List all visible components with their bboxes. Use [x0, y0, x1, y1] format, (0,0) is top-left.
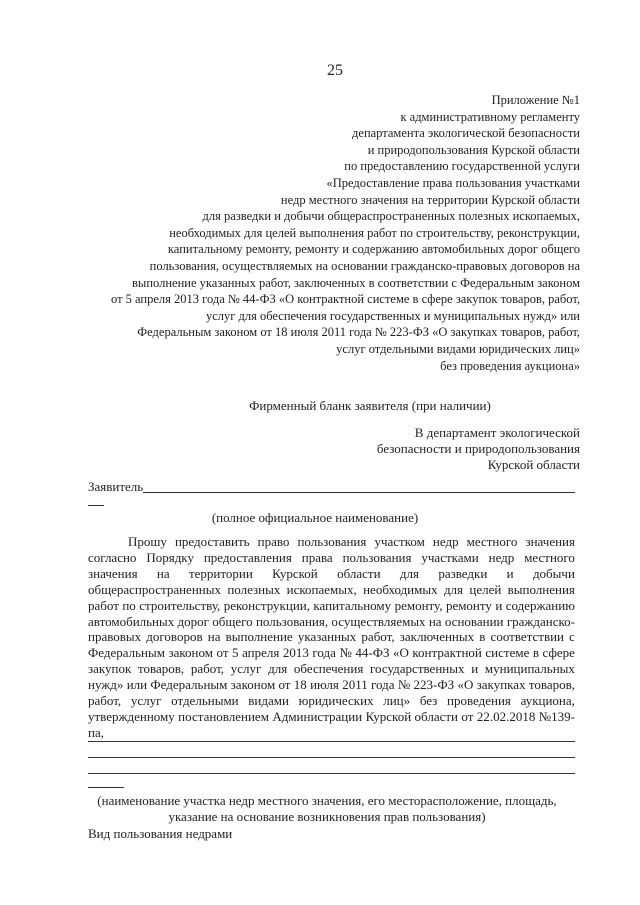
word: № — [397, 677, 411, 693]
usage-label: Вид пользования недрами — [88, 826, 233, 841]
word: правовых — [88, 629, 142, 645]
word: основании — [444, 613, 504, 629]
appendix-header — [40, 92, 580, 374]
appendix-line: и природопользования Курской области — [367, 142, 580, 157]
word: «О — [457, 677, 474, 693]
word: от — [278, 677, 291, 693]
recipient-block — [377, 425, 580, 474]
word: 22.02.2018 — [476, 708, 536, 724]
appendix-line: Приложение №1 — [491, 93, 580, 107]
word: предоставить — [174, 534, 250, 549]
word: для — [443, 581, 464, 597]
appendix-line: от 5 апреля 2013 года № 44-ФЗ «О контрактной системе в сфере закупок товаров, работ, — [110, 292, 580, 307]
word: и — [471, 661, 479, 677]
page-number: 25 — [327, 62, 343, 79]
appendix-line: услуг для обеспечения государственных и муниципальных нужд» или — [205, 308, 580, 323]
word: выполнение — [225, 629, 293, 645]
request-line — [88, 661, 575, 677]
word: гражданско- — [506, 613, 575, 629]
appendix-line: необходимых для целей выполнения работ по строительству, реконструкции, — [169, 225, 580, 240]
appendix-line: для разведки и добычи общераспространенных полезных ископаемых, — [202, 209, 580, 224]
word: системе — [485, 645, 530, 661]
word: реконструкции, — [223, 597, 310, 613]
word: проведения — [447, 693, 511, 709]
word: без — [419, 693, 438, 709]
word: законом — [168, 645, 213, 661]
word: пользования, — [255, 613, 329, 629]
word: права — [301, 549, 333, 565]
word: 44-ФЗ — [355, 645, 390, 661]
word: от — [461, 708, 474, 724]
subsoil-caption — [82, 793, 572, 825]
word: целей — [469, 581, 502, 597]
word: выполнения — [507, 581, 575, 597]
word: отдельными — [171, 693, 239, 709]
word: работ, — [361, 629, 395, 645]
request-line — [88, 566, 575, 582]
subsoil-short-line — [88, 787, 124, 788]
word: товаров, — [528, 677, 575, 693]
word: услуг — [230, 661, 262, 677]
applicant-name-line — [143, 492, 575, 493]
request-line — [88, 677, 575, 693]
word: или — [126, 677, 148, 693]
word: для — [399, 565, 419, 581]
word: на — [156, 565, 170, 581]
word: недр — [488, 549, 515, 565]
word: Порядку — [146, 549, 194, 565]
word: 2011 — [342, 677, 368, 693]
word: видами — [248, 693, 289, 709]
request-line: па, — [88, 724, 104, 740]
word: лиц» — [383, 693, 411, 709]
word: Курской — [272, 565, 318, 581]
word: разведки — [438, 565, 488, 581]
word: муниципальных — [484, 661, 575, 677]
request-line — [88, 582, 575, 598]
subsoil-caption-line: указание на основание возникновения прав пользования) — [168, 809, 486, 825]
word: июля — [310, 677, 339, 693]
appendix-line: недр местного значения на территории Курской области — [280, 192, 580, 207]
request-line — [88, 534, 575, 550]
word: 5 — [232, 645, 239, 661]
word: 2013 — [282, 645, 309, 661]
word: общего — [212, 613, 253, 629]
word: на — [428, 613, 442, 629]
word: «О — [393, 645, 409, 661]
word: пользования — [297, 534, 367, 549]
appendix-line: пользования, осуществляемых на основании гражданско-правовых договоров на — [149, 258, 580, 273]
subsoil-fill-line — [88, 757, 575, 758]
word: полезных — [227, 581, 281, 597]
word: работ, — [88, 693, 122, 709]
word: с — [569, 629, 575, 645]
word: Федеральным — [88, 645, 165, 661]
subsoil-caption-line: (наименование участка недр местного значения, его месторасположение, площадь, — [97, 793, 557, 808]
word: услуг — [130, 693, 162, 709]
word: пользования — [342, 549, 412, 565]
request-line — [88, 709, 575, 725]
word: участками — [421, 549, 479, 565]
recipient-line: В департамент экологической — [414, 425, 580, 440]
request-line — [88, 598, 575, 614]
word: закупках — [476, 677, 526, 693]
word: Администрации — [272, 708, 363, 724]
appendix-line: услуг отдельными видами юридических лиц» — [336, 341, 580, 356]
word: ремонту, — [394, 597, 443, 613]
appendix-line: департамента экологической безопасности — [352, 126, 580, 141]
word: утвержденному — [88, 708, 175, 724]
word: товаров, — [138, 661, 185, 677]
applicant-dash — [88, 505, 104, 506]
word: предоставления — [203, 549, 292, 565]
word: ремонту — [445, 597, 492, 613]
word: 18 — [293, 677, 307, 693]
subsoil-fill-line — [88, 773, 575, 774]
word: недр — [432, 534, 459, 549]
word: года — [312, 645, 336, 661]
applicant-label: Заявитель — [88, 479, 144, 494]
word: соответствии — [490, 629, 565, 645]
word: добычи — [532, 565, 575, 581]
word: постановлением — [178, 708, 269, 724]
word: согласно — [88, 549, 137, 565]
word: для — [268, 661, 288, 677]
word: строительству, — [139, 597, 221, 613]
word: осуществляемых — [331, 613, 426, 629]
word: Федеральным — [150, 677, 228, 693]
word: обеспечения — [293, 661, 364, 677]
recipient-line: Курской области — [487, 457, 580, 473]
recipient-line: безопасности и природопользования — [376, 441, 580, 457]
word: ископаемых, — [286, 581, 357, 597]
appendix-line: к административному регламенту — [400, 109, 580, 124]
word: аукциона, — [520, 693, 575, 709]
word: области — [337, 565, 381, 581]
appendix-line: без проведения аукциона» — [440, 358, 580, 373]
word: капитальному — [313, 597, 392, 613]
request-line — [88, 693, 575, 709]
word: Прошу — [128, 534, 167, 549]
word: от — [216, 645, 229, 661]
word: право — [257, 534, 290, 549]
word: законом — [230, 677, 276, 693]
word: 223-ФЗ — [413, 677, 455, 693]
word: сфере — [542, 645, 575, 661]
word: работ — [88, 597, 119, 613]
word: контрактной — [412, 645, 482, 661]
word: года — [371, 677, 395, 693]
word: по — [122, 597, 136, 613]
word: заключенных — [399, 629, 475, 645]
request-line — [88, 645, 575, 661]
word: значения — [88, 565, 138, 581]
word: работ, — [190, 661, 225, 677]
appendix-line: выполнение указанных работ, заключенных в соответствии с Федеральным законом — [132, 275, 580, 290]
appendix-line: капитальному ремонту, ремонту и содержанию автомобильных дорог общего — [167, 242, 580, 257]
word: на — [207, 629, 221, 645]
word: участком — [374, 534, 425, 549]
request-line — [88, 614, 575, 630]
word: и — [495, 597, 503, 613]
word: юридических — [298, 693, 374, 709]
word: содержанию — [505, 597, 575, 613]
word: №139- — [538, 708, 575, 724]
appendix-line: «Предоставление права пользования участками — [326, 175, 580, 190]
word: местного — [466, 534, 518, 549]
word: апреля — [242, 645, 280, 661]
word: договоров — [146, 629, 203, 645]
applicant-caption: (полное официальное наименование) — [211, 510, 419, 525]
word: значения — [525, 534, 575, 549]
request-paragraph — [88, 534, 575, 741]
word: Курской — [365, 708, 412, 724]
subsoil-fill-line — [88, 741, 575, 742]
word: № — [339, 645, 352, 661]
word: в — [532, 645, 539, 661]
appendix-line: по предоставлению государственной услуги — [344, 159, 580, 174]
word: области — [414, 708, 459, 724]
word: дорог — [177, 613, 209, 629]
word: указанных — [297, 629, 357, 645]
word: автомобильных — [88, 613, 175, 629]
appendix-line: Федеральным законом от 18 июля 2011 года № 223-ФЗ «О закупках товаров, работ, — [137, 325, 580, 340]
word: государственных — [370, 661, 465, 677]
word: закупок — [88, 661, 132, 677]
word: нужд» — [88, 677, 124, 693]
word: в — [479, 629, 486, 645]
word: общераспространенных — [88, 581, 221, 597]
letterhead-caption: Фирменный бланк заявителя (при наличии) — [249, 398, 491, 413]
word: местного — [524, 549, 575, 565]
word: и — [506, 565, 514, 581]
word: территории — [188, 565, 253, 581]
word: необходимых — [363, 581, 438, 597]
request-line — [88, 629, 575, 645]
request-line — [88, 550, 575, 566]
